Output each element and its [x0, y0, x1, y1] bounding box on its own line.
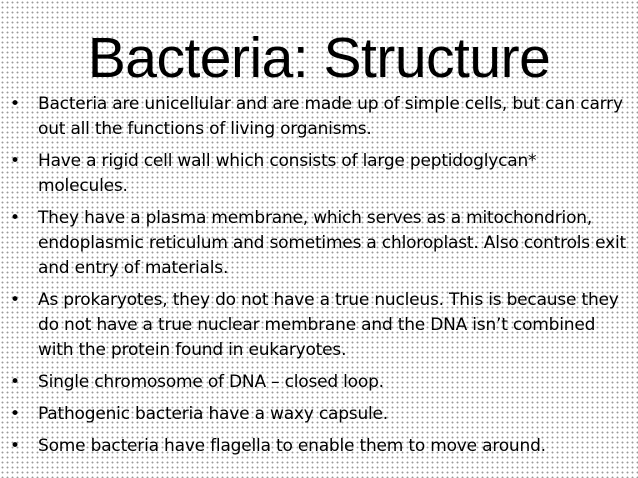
bullet-item: [10, 402, 630, 427]
bullet-item: [10, 434, 630, 459]
bullet-dot-icon: •: [10, 404, 20, 424]
bullet-item: [10, 92, 630, 142]
bullet-dot-icon: •: [10, 372, 20, 392]
bullet-text: They have a plasma membrane, which serves as a mitochondrion, endoplasmic reticulum and sometimes a chloroplast. Also controls exit and entry of materials.: [38, 208, 626, 278]
bullet-item: [10, 370, 630, 395]
bullet-item: [10, 206, 630, 281]
bullet-text: Have a rigid cell wall which consists of large peptidoglycan* molecules.: [38, 151, 537, 196]
bullet-text: As prokaryotes, they do not have a true nucleus. This is because they do not have a true nuclear membrane and the DNA isn’t combined with the protein found in eukaryotes.: [38, 290, 619, 360]
bullet-text: Bacteria are unicellular and are made up of simple cells, but can carry out all the functions of living organisms.: [38, 94, 623, 139]
bullet-list: [10, 92, 630, 466]
bullet-item: [10, 149, 630, 199]
bullet-text: Some bacteria have flagella to enable them to move around.: [38, 436, 546, 456]
slide-title: Bacteria: Structure: [87, 26, 551, 90]
bullet-dot-icon: •: [10, 94, 20, 114]
bullet-dot-icon: •: [10, 436, 20, 456]
bullet-dot-icon: •: [10, 208, 20, 228]
bullet-text: Single chromosome of DNA – closed loop.: [38, 372, 384, 392]
bullet-item: [10, 288, 630, 363]
bullet-text: Pathogenic bacteria have a waxy capsule.: [38, 404, 389, 424]
bullet-dot-icon: •: [10, 290, 20, 310]
bullet-dot-icon: •: [10, 151, 20, 171]
